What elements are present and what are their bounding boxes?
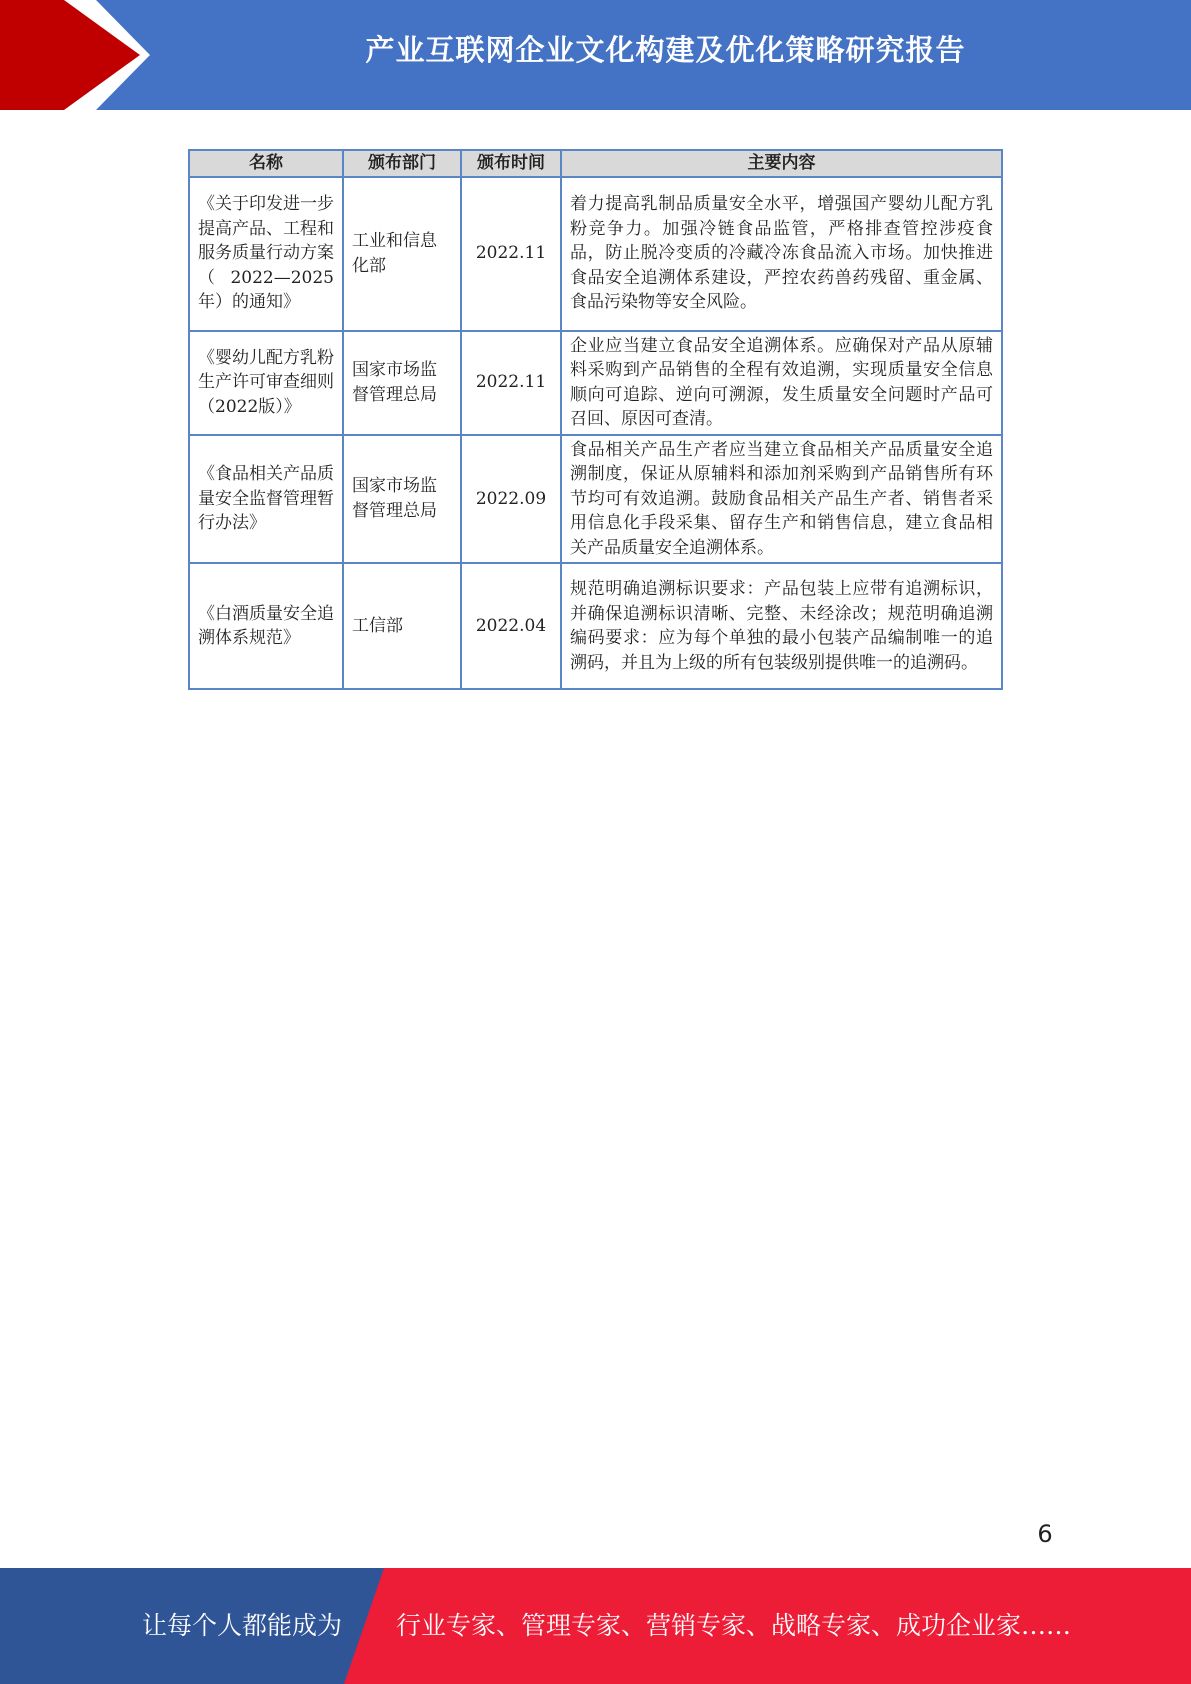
issue-date: 2022.11: [461, 177, 561, 331]
footer-slogan-roles: 行业专家、管理专家、营销专家、战略专家、成功企业家……: [396, 1611, 1072, 1640]
footer-slogan-lead: 让每个人都能成为: [142, 1611, 343, 1640]
main-content: 着力提高乳制品质量安全水平，增强国产婴幼儿配方乳粉竞争力。加强冷链食品监管，严格排查管控涉疫食品，防止脱冷变质的冷藏冷冻食品流入市场。加快推进食品安全追溯体系建设，严控农药兽药残留、重金属、食品污染物等安全风险。: [561, 177, 1002, 331]
column-header: 颁布时间: [461, 150, 561, 177]
table-row: [189, 435, 1002, 564]
footer-banner: [0, 1568, 1191, 1684]
table-row: [189, 177, 1002, 331]
main-content: 规范明确追溯标识要求：产品包装上应带有追溯标识，并确保追溯标识清晰、完整、未经涂改；规范明确追溯编码要求：应为每个单独的最小包装产品编制唯一的追溯码，并且为上级的所有包装级别提供唯一的追溯码。: [561, 563, 1002, 689]
issue-date: 2022.09: [461, 435, 561, 564]
issue-date: 2022.04: [461, 563, 561, 689]
column-header: 名称: [189, 150, 343, 177]
main-content: 企业应当建立食品安全追溯体系。应确保对产品从原辅料采购到产品销售的全程有效追溯，实现质量安全信息顺向可追踪、逆向可溯源，发生质量安全问题时产品可召回、原因可查清。: [561, 331, 1002, 435]
regulation-name: 《白酒质量安全追溯体系规范》: [189, 563, 343, 689]
issuing-department: 工业和信息化部: [343, 177, 461, 331]
regulation-name: 《食品相关产品质量安全监督管理暂行办法》: [189, 435, 343, 564]
table-header-row: [189, 150, 1002, 177]
column-header: 颁布部门: [343, 150, 461, 177]
main-content: 食品相关产品生产者应当建立食品相关产品质量安全追溯制度，保证从原辅料和添加剂采购到产品销售所有环节均可有效追溯。鼓励食品相关产品生产者、销售者采用信息化手段采集、留存生产和销售信息，建立食品相关产品质量安全追溯体系。: [561, 435, 1002, 564]
column-header: 主要内容: [561, 150, 1002, 177]
issue-date: 2022.11: [461, 331, 561, 435]
table-row: [189, 331, 1002, 435]
page-number: 6: [1037, 1520, 1053, 1548]
regulation-name: 《关于印发进一步提高产品、工程和服务质量行动方案（2022—2025年）的通知》: [189, 177, 343, 331]
regulation-name: 《婴幼儿配方乳粉生产许可审查细则（2022版）》: [189, 331, 343, 435]
arrow-icon: [0, 0, 160, 110]
table-row: [189, 563, 1002, 689]
issuing-department: 工信部: [343, 563, 461, 689]
issuing-department: 国家市场监督管理总局: [343, 331, 461, 435]
report-title: 产业互联网企业文化构建及优化策略研究报告: [365, 33, 966, 67]
regulation-table: [188, 149, 1003, 690]
header-banner: [0, 0, 1191, 110]
issuing-department: 国家市场监督管理总局: [343, 435, 461, 564]
